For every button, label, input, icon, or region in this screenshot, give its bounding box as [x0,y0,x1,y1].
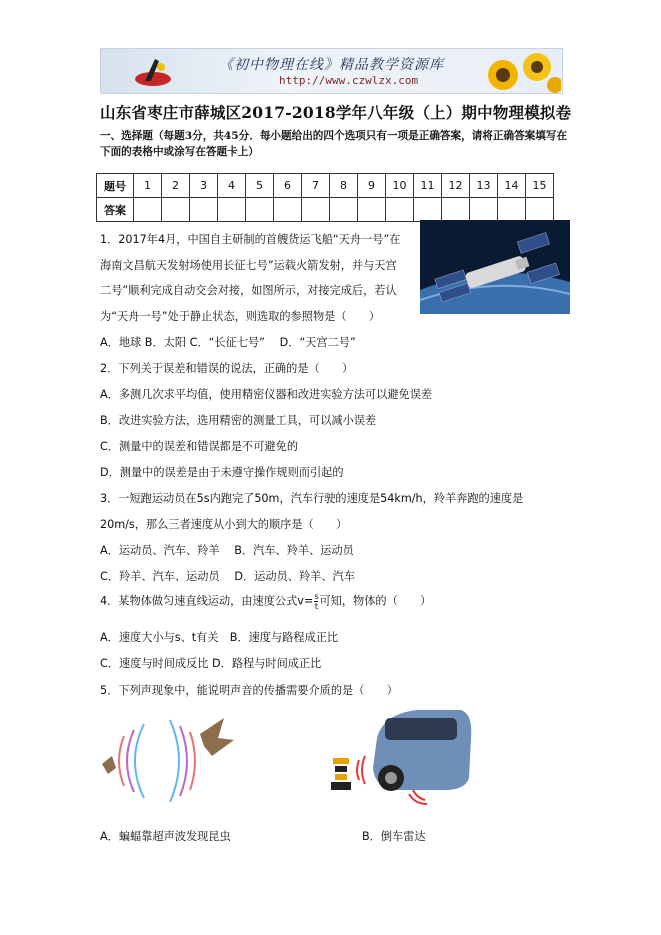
q4-options-ab: A．速度大小与s、t有关 B．速度与路程成正比 [100,631,339,644]
table-header-cell: 题号 [97,174,134,198]
q4-stem-pre: 4．某物体做匀速直线运动，由速度公式v= [100,594,314,608]
answer-cell[interactable] [218,198,246,222]
q1-options: A．地球 B．太阳 C．“长征七号” D．“天宫二号” [100,336,356,349]
bat-ultrasound-image [100,716,240,806]
q2-option-d: D．测量中的误差是由于未遵守操作规则而引起的 [100,466,344,479]
question-number-cell: 12 [442,174,470,198]
question-number-cell: 13 [470,174,498,198]
answer-cell[interactable] [498,198,526,222]
answer-cell[interactable] [358,198,386,222]
answer-cell[interactable] [274,198,302,222]
header-banner [100,48,563,94]
question-number-cell: 7 [302,174,330,198]
answer-cell[interactable] [162,198,190,222]
sunflower-image [481,49,561,93]
caption-a: A．蝙蝠靠超声波发现昆虫 [100,830,231,843]
answer-cell[interactable] [302,198,330,222]
q1-line: 二号”顺利完成自动交会对接，如图所示，对接完成后，若认 [100,284,397,297]
q2-option-c: C．测量中的误差和错误都是不可避免的 [100,440,299,453]
question-number-cell: 11 [414,174,442,198]
section-instructions: 一、选择题（每题3分，共45分．每小题给出的四个选项只有一项是正确答案，请将正确答案填写在下面的表格中或涂写在答题卡上） [100,130,568,158]
table-row [97,174,554,198]
answer-cell[interactable] [246,198,274,222]
q1-line: 为“天舟一号”处于静止状态，则选取的参照物是（ ） [100,310,381,323]
logo-icon [131,53,175,89]
answer-cell[interactable] [134,198,162,222]
velocity-fraction [314,592,318,611]
answer-cell[interactable] [442,198,470,222]
question-number-cell: 3 [190,174,218,198]
answer-cell[interactable] [386,198,414,222]
answer-cell[interactable] [330,198,358,222]
question-number-cell: 6 [274,174,302,198]
document-title: 山东省枣庄市薛城区2017-2018学年八年级（上）期中物理模拟卷 [100,103,572,122]
fraction-denominator: t [314,602,318,611]
table-row [97,198,554,222]
question-number-cell: 4 [218,174,246,198]
q4-stem-post: 可知，物体的（ ） [319,594,432,608]
question-number-cell: 9 [358,174,386,198]
q4-options-cd: C．速度与时间成反比 D．路程与时间成正比 [100,657,322,670]
table-header-cell: 答案 [97,198,134,222]
answer-cell[interactable] [414,198,442,222]
answer-cell[interactable] [526,198,554,222]
q2-option-a: A．多测几次求平均值，使用精密仪器和改进实验方法可以避免误差 [100,388,433,401]
banner-url: http://www.czwlzx.com [279,74,419,87]
answer-cell[interactable] [190,198,218,222]
question-number-cell: 8 [330,174,358,198]
question-number-cell: 5 [246,174,274,198]
q5-stem: 5．下列声现象中，能说明声音的传播需要介质的是（ ） [100,684,398,697]
q3-options-ab: A．运动员、汽车、羚羊 B．汽车、羚羊、运动员 [100,544,354,557]
question-number-cell: 10 [386,174,414,198]
q1-line: 海南文昌航天发射场使用长征七号”运载火箭发射，并与天宫 [100,259,397,272]
q2-stem: 2．下列关于误差和错误的说法，正确的是（ ） [100,362,354,375]
spacecraft-docking-image [420,220,570,314]
question-number-cell: 14 [498,174,526,198]
question-number-cell: 2 [162,174,190,198]
answer-cell[interactable] [470,198,498,222]
q3-line: 3．一短跑运动员在5s内跑完了50m，汽车行驶的速度是54km/h，羚羊奔跑的速度是 [100,492,524,505]
answer-table [96,173,554,222]
reversing-radar-image [325,708,475,806]
question-number-cell: 15 [526,174,554,198]
fraction-numerator: s [314,592,319,601]
q1-line: 1．2017年4月，中国自主研制的首艘货运飞船“天舟一号”在 [100,233,401,246]
q2-option-b: B．改进实验方法，选用精密的测量工具，可以减小误差 [100,414,377,427]
q4-stem [100,592,431,611]
q3-line: 20m/s，那么三者速度从小到大的顺序是（ ） [100,518,348,531]
caption-b: B．倒车雷达 [362,830,426,843]
banner-title: 《初中物理在线》精品教学资源库 [219,57,444,73]
q3-options-cd: C．羚羊、汽车、运动员 D．运动员、羚羊、汽车 [100,570,355,583]
question-number-cell: 1 [134,174,162,198]
